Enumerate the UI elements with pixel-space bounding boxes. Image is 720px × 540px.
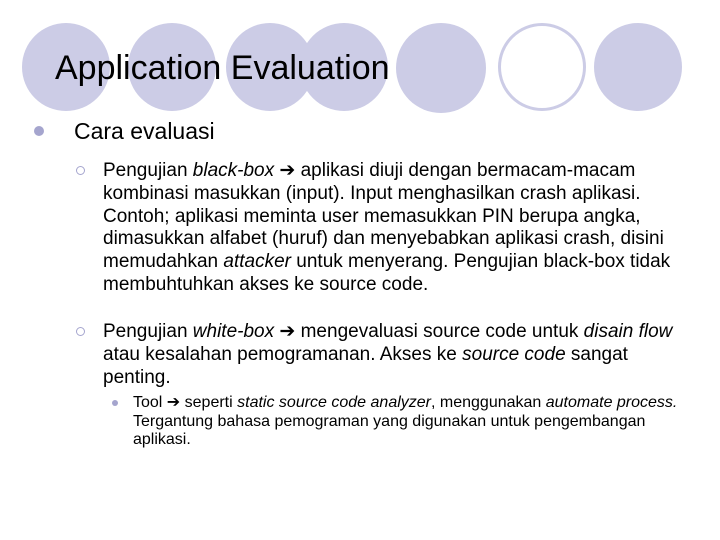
decor-circle-5: [396, 23, 486, 113]
bullet-whitebox: [76, 321, 686, 389]
bullet-dot-icon: [112, 400, 118, 406]
bullet-blackbox: [76, 160, 686, 297]
bullet-level1-text: Cara evaluasi: [74, 118, 215, 144]
arrow-right-icon: ➔: [166, 394, 181, 411]
bullet-dot-icon: [34, 126, 44, 136]
arrow-right-icon: ➔: [279, 321, 296, 342]
ring-bullet-icon: [76, 327, 85, 336]
slide-title: Application Evaluation: [55, 49, 390, 87]
decor-circle-6: [594, 23, 682, 111]
decor-ring-circle: [498, 23, 586, 111]
bullet-tool: [112, 394, 687, 450]
bullet-tool-text: Tool ➔ seperti static source code analyzer, menggunakan automate process. Tergantung bahasa pemograman yang digunakan untuk pengembangan aplikasi.: [133, 394, 678, 448]
bullet-whitebox-text: Pengujian white-box ➔ mengevaluasi source code untuk disain flow atau kesalahan pemogramanan. Akses ke source code sangat penting.: [103, 321, 673, 388]
arrow-right-icon: ➔: [279, 160, 296, 181]
ring-bullet-icon: [76, 166, 85, 175]
bullet-blackbox-text: Pengujian black-box ➔ aplikasi diuji dengan bermacam-macam kombinasi masukkan (input). Input menghasilkan crash aplikasi. Contoh; aplikasi meminta user memasukkan PIN berupa angka, dimasukkan alfabet (huruf) dan menyebabkan aplikasi crash, disini memudahkan attacker untuk menyerang. Pengujian black-box tidak membuhtuhkan akses ke source code.: [103, 160, 671, 295]
